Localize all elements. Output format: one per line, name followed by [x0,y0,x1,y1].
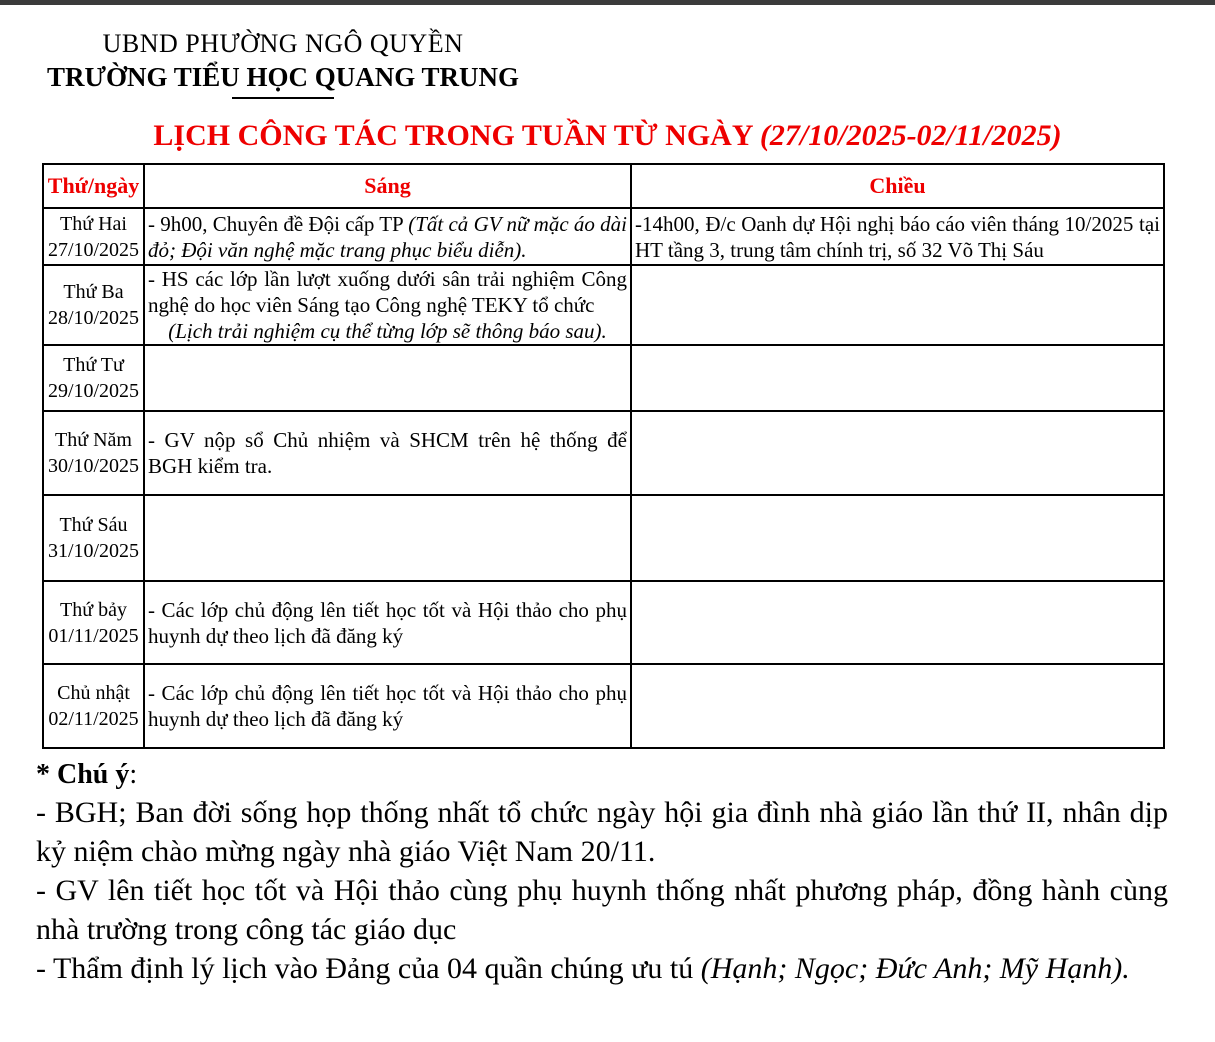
day-cell [43,495,144,581]
cell-text-segment: - Các lớp chủ động lên tiết học tốt và Hội thảo cho phụ huynh dự theo lịch đã đăng ký [148,681,627,731]
notes-section [36,757,1168,988]
day-cell [43,411,144,495]
day-date: 31/10/2025 [47,540,140,562]
org-parent-name: UBND PHƯỜNG NGÔ QUYỀN [102,29,464,58]
cell-text-segment: - 9h00, Chuyên đề Đội cấp TP [148,211,409,236]
note-item [36,949,1168,988]
day-cell [43,581,144,664]
cell-text-segment: (Lịch trải nghiệm cụ thể từng lớp sẽ thông báo sau). [168,319,607,343]
column-header-day: Thứ/ngày [43,164,144,208]
morning-cell [144,345,631,411]
page-title [40,119,1175,153]
schedule-table [42,163,1165,749]
notes-heading-label: * Chú ý [36,759,130,790]
day-name: Chủ nhật [57,682,130,704]
cell-text-segment: - Các lớp chủ động lên tiết học tốt và Hội thảo cho phụ huynh dự theo lịch đã đăng ký [148,597,627,648]
day-cell [43,208,144,265]
afternoon-cell [631,581,1164,664]
cell-text-segment: - GV nộp sổ Chủ nhiệm và SHCM trên hệ thống để BGH kiểm tra. [148,428,627,478]
morning-cell [144,664,631,748]
table-row [43,495,1164,581]
day-date: 01/11/2025 [48,624,139,647]
day-name: Thứ bảy [60,598,127,621]
morning-cell [144,208,631,265]
note-text-segment: - BGH; Ban đời sống họp thống nhất tổ chức ngày hội gia đình nhà giáo lần thứ II, nhân dịp kỷ niệm chào mừng ngày nhà giáo Việt Nam 20/11. [36,796,1168,868]
afternoon-cell [631,664,1164,748]
notes-list [36,793,1168,988]
morning-cell [144,581,631,664]
day-name: Thứ Tư [63,354,124,376]
day-date: 02/11/2025 [48,708,139,730]
org-block [18,29,548,99]
document-header [0,29,1215,99]
morning-cell [144,495,631,581]
afternoon-cell [631,265,1164,345]
morning-cell [144,411,631,495]
day-date: 29/10/2025 [47,380,140,402]
day-date: 28/10/2025 [47,307,140,329]
top-scan-bar [0,0,1215,5]
note-text-segment: - GV lên tiết học tốt và Hội thảo cùng phụ huynh thống nhất phương pháp, đồng hành cùng nhà trường trong công tác giáo dục [36,874,1168,946]
table-row [43,265,1164,345]
morning-cell [144,265,631,345]
table-row [43,208,1164,265]
day-cell [43,345,144,411]
table-row [43,664,1164,748]
table-header-row [43,164,1164,208]
day-name: Thứ Sáu [59,514,128,536]
notes-heading-colon: : [129,759,138,790]
column-header-morning: Sáng [144,164,631,208]
title-main-text: LỊCH CÔNG TÁC TRONG TUẦN TỪ NGÀY [153,119,760,152]
school-name: TRƯỜNG TIỂU HỌC QUANG TRUNG [46,62,520,92]
afternoon-cell [631,345,1164,411]
table-row [43,345,1164,411]
day-cell [43,265,144,345]
day-name: Thứ Năm [55,429,132,451]
column-header-afternoon: Chiều [631,164,1164,208]
afternoon-cell [631,495,1164,581]
note-item [36,793,1168,871]
note-item [36,871,1168,949]
title-date-range: (27/10/2025-02/11/2025) [759,119,1062,152]
cell-text-segment: - HS các lớp lần lượt xuống dưới sân trải nghiệm Công nghệ do học viên Sáng tạo Công nghệ TEKY tổ chức [148,267,627,317]
day-date: 30/10/2025 [47,455,140,477]
afternoon-cell [631,411,1164,495]
note-text-segment: (Hạnh; Ngọc; Đức Anh; Mỹ Hạnh). [700,952,1130,985]
table-row [43,411,1164,495]
day-name: Thứ Ba [63,281,124,303]
header-underline [232,97,334,99]
notes-heading [36,757,1168,793]
afternoon-cell [631,208,1164,265]
cell-text-segment: -14h00, Đ/c Oanh dự Hội nghị báo cáo viên tháng 10/2025 tại HT tầng 3, trung tâm chính trị, số 32 Võ Thị Sáu [635,211,1160,262]
table-row [43,581,1164,664]
note-text-segment: - Thẩm định lý lịch vào Đảng của 04 quần chúng ưu tú [36,952,701,985]
cell-text-segment: (Tất cả GV nữ mặc áo dài đỏ; Đội văn nghệ mặc trang phục biểu diễn). [148,211,627,262]
day-date: 27/10/2025 [47,238,140,261]
day-name: Thứ Hai [60,212,127,235]
day-cell [43,664,144,748]
